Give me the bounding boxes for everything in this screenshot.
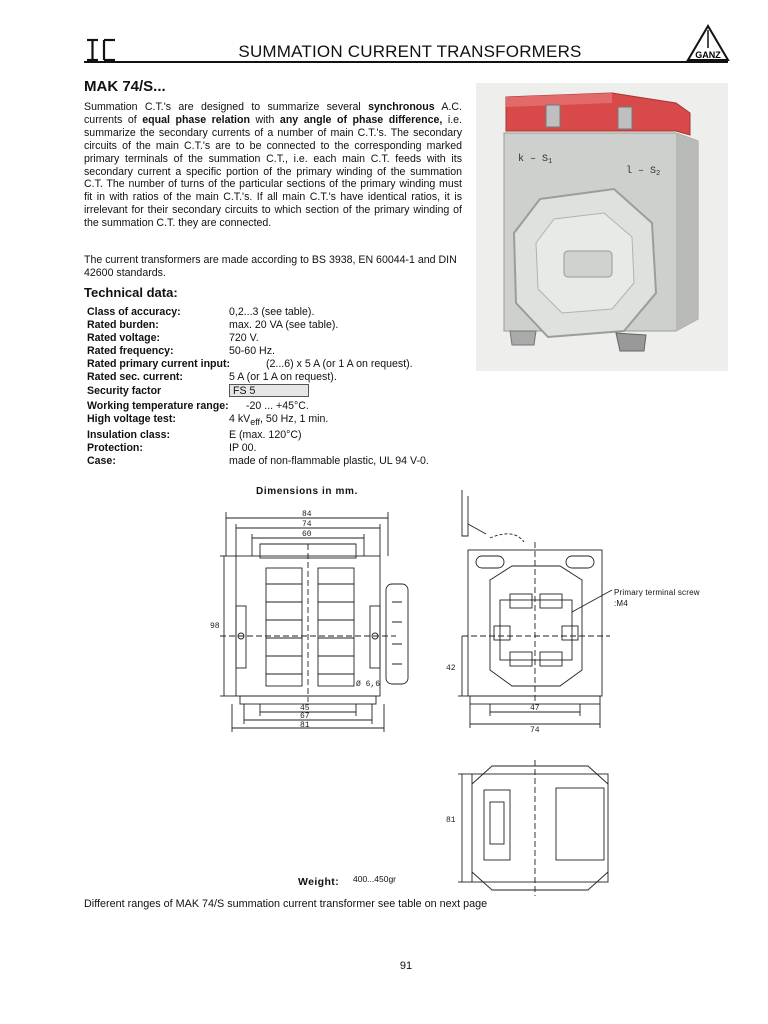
dim-45: 45	[300, 704, 310, 713]
spec-row: Rated frequency:	[87, 345, 174, 357]
footer-note: Different ranges of MAK 74/S summation current transformer see table on next page	[84, 898, 488, 910]
header-rule	[84, 61, 728, 63]
dim-74-right: 74	[530, 726, 540, 735]
dimensions-heading: Dimensions in mm.	[256, 486, 358, 497]
intro-paragraph: Summation C.T.'s are designed to summarize several synchronous A.C. currents of equal phase relation with any angle of phase difference, i.e. summarize the secondary currents of a number of main C.T.'s. The secondary circuits of the main C.T.'s are to be connected to the corresponding marked primary terminals of the summation C.T., i.e. each main C.T. feeds with its secondary current a specific portion of the primary winding of the summation C.T. The number of turns of the particular sections of the primary winding must fit in with ratios of the main C.T.'s. If all main C.T.'s have identical ratios, it is irrelevant for their secondary circuits to which section of the primary winding of the summation C.T. they are connected.	[84, 101, 463, 230]
spec-row: Rated primary current input:	[87, 358, 231, 370]
spec-row: Class of accuracy:	[87, 306, 181, 318]
spec-value: 4 $kV_{eff}$, 50 Hz, 1 min.	[229, 413, 329, 428]
dim-81: 81	[300, 721, 310, 730]
primary-terminal-note: Primary terminal screw :M4	[614, 588, 700, 608]
spec-row: Rated sec. current:	[87, 371, 183, 383]
security-factor-box: FS 5	[229, 384, 309, 397]
spec-row: Working temperature range:	[87, 400, 229, 412]
dim-67: 67	[300, 712, 310, 721]
terminal-label-right: l – $S_2$	[626, 166, 661, 178]
dim-74: 74	[302, 520, 312, 529]
spec-row: Rated burden:	[87, 319, 159, 331]
spec-value: IP 00.	[229, 442, 257, 454]
product-photo	[476, 83, 728, 371]
page-title: SUMMATION CURRENT TRANSFORMERS	[238, 42, 582, 61]
spec-row: High voltage test:	[87, 413, 176, 425]
technical-heading: Technical data:	[84, 285, 178, 300]
dim-84: 84	[302, 510, 312, 519]
dim-60: 60	[302, 530, 312, 539]
spec-value: 50-60 Hz.	[229, 345, 275, 357]
spec-row: Security factor	[87, 385, 162, 397]
standards-paragraph: The current transformers are made according to BS 3938, EN 60044-1 and DIN 42600 standards.	[84, 254, 457, 279]
dim-42: 42	[446, 664, 456, 673]
spec-value: 720 V.	[229, 332, 259, 344]
spec-row: Protection:	[87, 442, 143, 454]
spec-row: Case:	[87, 455, 116, 467]
weight-value: 400...450gr	[353, 874, 397, 884]
ganz-triangle-icon	[686, 24, 730, 62]
spec-value: E (max. 120°C)	[229, 429, 302, 441]
spec-row: Insulation class:	[87, 429, 171, 441]
spec-value: -20 ... +45°C.	[246, 400, 309, 412]
dim-98: 98	[210, 622, 220, 631]
company-logo-icon	[84, 38, 118, 62]
spec-value: made of non-flammable plastic, UL 94 V-0.	[229, 455, 429, 467]
spec-value: 0,2...3 (see table).	[229, 306, 315, 318]
spec-value: max. 20 VA (see table).	[229, 319, 339, 331]
terminal-label-left: k – $S_1$	[518, 154, 553, 166]
weight-label: Weight:	[298, 876, 340, 888]
spec-value: 5 A (or 1 A on request).	[229, 371, 337, 383]
brand-text: GANZ	[695, 50, 721, 60]
dim-81-bottom: 81	[446, 816, 456, 825]
dim-47: 47	[530, 704, 540, 713]
page-number: 91	[399, 960, 413, 972]
dim-hole: Ø 6,6	[356, 680, 381, 689]
product-name: MAK 74/S...	[84, 78, 166, 95]
spec-value: (2...6) x 5 A (or 1 A on request).	[266, 358, 413, 370]
dimension-drawing	[200, 484, 620, 904]
spec-row: Rated voltage:	[87, 332, 160, 344]
